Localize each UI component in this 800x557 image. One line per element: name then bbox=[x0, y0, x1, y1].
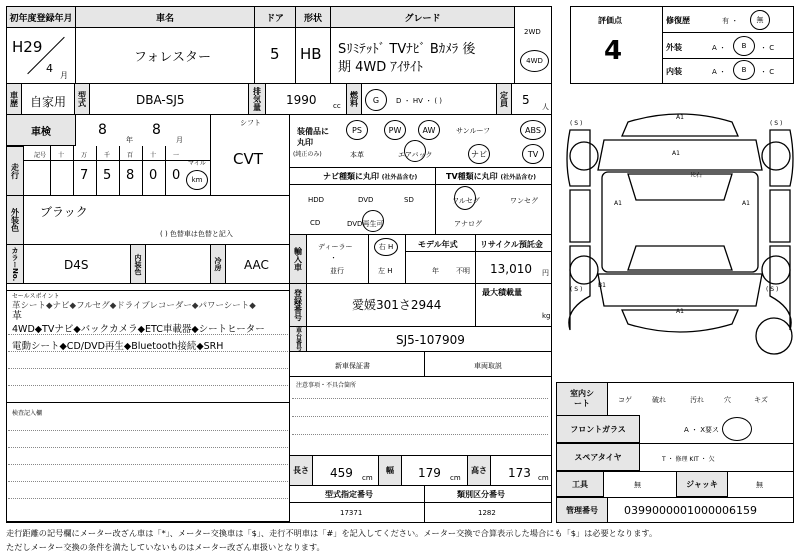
mileage-unit-label: 百 bbox=[127, 152, 134, 159]
mileage-mark-label: 記号 bbox=[34, 152, 47, 159]
width-unit: cm bbox=[450, 474, 461, 482]
tv-fullseg-circle bbox=[454, 186, 476, 210]
inspection-month-unit: 月 bbox=[176, 136, 183, 144]
import-dealer: ディーラー bbox=[318, 243, 353, 251]
seat-option: コゲ bbox=[618, 396, 632, 404]
seat-option: 汚れ bbox=[690, 396, 704, 404]
seat-option: 穴 bbox=[724, 396, 731, 404]
interior-c: ・ C bbox=[760, 68, 775, 76]
tools-label: 工具 bbox=[556, 471, 604, 497]
warranty-label: 新車保証書 bbox=[335, 362, 370, 370]
seat-label: 室内シート bbox=[556, 382, 608, 416]
color-no-value: D4S bbox=[64, 258, 89, 272]
diagram-a1-bottom: A1 bbox=[676, 308, 684, 315]
mileage-unit-label: 千 bbox=[104, 152, 111, 159]
shape-value: HB bbox=[300, 45, 322, 63]
year-value: H29 bbox=[12, 38, 43, 56]
sales-point-line1: 革 bbox=[12, 311, 22, 322]
windshield-label: フロントガラス bbox=[556, 415, 640, 443]
spare-label: スペアタイヤ bbox=[556, 443, 640, 471]
diagram-x-right: ﾄﾋ石 bbox=[690, 172, 703, 179]
import-parallel: 並行 bbox=[330, 267, 344, 275]
inspection-month: 8 bbox=[152, 122, 161, 138]
equip-ps-circled: PS bbox=[346, 120, 368, 140]
import-left-hand: 左 H bbox=[378, 267, 393, 275]
length-unit: cm bbox=[362, 474, 373, 482]
tools-value: 無 bbox=[634, 481, 641, 489]
recycle-value: 13,010 bbox=[490, 262, 532, 276]
type-no-label: 型式指定番号 bbox=[325, 490, 373, 499]
diagram-a1-front: A1 bbox=[672, 150, 680, 157]
ac-label: 冷房 bbox=[210, 244, 226, 284]
mgmt-label: 管理番号 bbox=[556, 497, 608, 523]
mileage-label: 走行 bbox=[6, 146, 24, 196]
equip-airbag: エアバック bbox=[398, 151, 433, 159]
height-value: 173 bbox=[508, 466, 531, 480]
mileage-digit: 8 bbox=[126, 168, 135, 183]
navi-hdd: HDD bbox=[308, 196, 325, 204]
equipment-label-3: (純正のみ) bbox=[293, 151, 322, 158]
warranty-manual-row bbox=[289, 351, 552, 377]
navi-dvd: DVD bbox=[358, 196, 374, 204]
exterior-b-circled: B bbox=[733, 36, 755, 56]
import-label: 輸入車 bbox=[289, 234, 307, 284]
interior-color-label: 内装色 bbox=[130, 244, 146, 284]
fuel-other: D ・ HV ・ ( ) bbox=[396, 97, 443, 105]
history-label: 車歴 bbox=[6, 83, 22, 115]
shape-label: 形状 bbox=[295, 6, 331, 28]
registration-value: 愛媛301さ2944 bbox=[352, 298, 442, 312]
diagram-s-1: ( S ) bbox=[570, 120, 583, 127]
exterior-label: 外装 bbox=[666, 43, 682, 52]
name-value: フォレスター bbox=[134, 50, 211, 65]
length-value: 459 bbox=[330, 466, 353, 480]
year-label: 初年度登録年月 bbox=[6, 6, 76, 28]
mileage-digit: 0 bbox=[172, 168, 181, 183]
interior-label: 内装 bbox=[666, 67, 682, 76]
month-unit: 月 bbox=[60, 71, 68, 80]
diagram-a1-right: A1 bbox=[742, 200, 750, 207]
sales-point-line2: 4WD◆TVナビ◆バックカメラ◆ETC車載器◆シートヒーター bbox=[12, 324, 265, 335]
drive-4wd-circled: 4WD bbox=[520, 50, 549, 72]
windshield-x-circle bbox=[722, 417, 752, 441]
equip-airbag-circle bbox=[404, 140, 426, 162]
grade-label: グレード bbox=[330, 6, 515, 28]
chassis-label: 車台番号 bbox=[289, 326, 307, 352]
shift-label: シフト bbox=[240, 119, 261, 127]
diagram-s-2: ( S ) bbox=[770, 120, 783, 127]
notes-label: 注意事項・不具合箇所 bbox=[296, 382, 357, 389]
grade-value-line2: 期 4WD ｱｲｻｲﾄ bbox=[338, 60, 423, 75]
width-label: 幅 bbox=[378, 455, 402, 486]
month-value: 4 bbox=[46, 62, 53, 75]
length-label: 長さ bbox=[289, 455, 313, 486]
door-label: ドア bbox=[254, 6, 296, 28]
equipment-label-1: 装備品に bbox=[297, 127, 329, 136]
mileage-unit-label: 万 bbox=[81, 152, 88, 159]
class-no-value: 1282 bbox=[478, 509, 496, 517]
inspector-label: 検査記入欄 bbox=[12, 410, 43, 417]
width-value: 179 bbox=[418, 466, 441, 480]
equip-tv-circled: TV bbox=[522, 144, 544, 164]
model-year-label: モデル年式 bbox=[418, 240, 458, 249]
recycle-unit: 円 bbox=[542, 269, 549, 277]
equip-aw-circled: AW bbox=[418, 120, 440, 140]
manual-label: 車両取説 bbox=[474, 362, 502, 370]
drive-2wd: 2WD bbox=[524, 28, 541, 36]
tv-fullseg: フルセグ bbox=[452, 197, 480, 205]
tv-oneseg: ワンセグ bbox=[510, 197, 538, 205]
registration-label: 登録番号 bbox=[289, 283, 307, 327]
interior-a: A ・ bbox=[712, 68, 727, 76]
km-circled: km bbox=[186, 170, 208, 190]
capacity-label: 定員 bbox=[496, 83, 512, 115]
max-load-label: 最大積載量 bbox=[482, 288, 522, 297]
navi-type-label: ナビ種類に丸印 (社外品含む) bbox=[323, 172, 418, 181]
seat-option: 破れ bbox=[652, 396, 666, 404]
equip-leather: 本革 bbox=[350, 151, 364, 159]
displacement-unit: cc bbox=[333, 102, 341, 110]
tv-analog: アナログ bbox=[454, 220, 482, 228]
type-no-value: 17371 bbox=[340, 509, 363, 517]
capacity-unit: 人 bbox=[542, 103, 549, 111]
height-unit: cm bbox=[538, 474, 549, 482]
tv-type-label: TV種類に丸印 (社外品含む) bbox=[446, 172, 536, 181]
drive-cell bbox=[514, 6, 552, 84]
repair-label: 修復歴 bbox=[666, 16, 690, 25]
repair-options: 有 ・ bbox=[722, 17, 739, 25]
navi-cd: CD bbox=[310, 219, 321, 227]
inspection-label: 車検 bbox=[6, 114, 76, 146]
diagram-b1: B1 bbox=[598, 282, 606, 289]
diagram-a1-top: A1 bbox=[676, 114, 684, 121]
sales-point-line3: 電動シート◆CD/DVD再生◆Bluetooth接続◆SRH bbox=[12, 341, 224, 352]
exterior-c: ・ C bbox=[760, 44, 775, 52]
height-label: 高さ bbox=[467, 455, 491, 486]
fuel-label: 燃料 bbox=[346, 83, 362, 115]
inspection-year-unit: 年 bbox=[126, 136, 133, 144]
equip-pw-circled: PW bbox=[384, 120, 406, 140]
import-right-hand-circled: 右 H bbox=[374, 238, 398, 256]
model-year-unit: 年 bbox=[432, 267, 439, 275]
navi-sd: SD bbox=[404, 196, 414, 204]
mile-label: マイル bbox=[188, 160, 206, 167]
door-value: 5 bbox=[270, 45, 280, 63]
mileage-digit: 5 bbox=[103, 168, 112, 183]
class-no-label: 類別区分番号 bbox=[457, 490, 505, 499]
name-label: 車名 bbox=[75, 6, 255, 28]
navi-dvd-play: DVD再生可 bbox=[347, 220, 384, 228]
equipment-label-2: 丸印 bbox=[297, 138, 313, 147]
max-load-unit: kg bbox=[542, 312, 551, 320]
fuel-gasoline-circled: G bbox=[365, 89, 387, 111]
color-no-label: カラーNo. bbox=[6, 244, 24, 284]
mgmt-value: 0399000001000006159 bbox=[624, 504, 757, 517]
repair-none-circled: 無 bbox=[750, 10, 770, 30]
history-value: 自家用 bbox=[30, 95, 67, 109]
model-value: DBA-SJ5 bbox=[136, 93, 185, 107]
footer-line1: 走行距離の記号欄にメーター改ざん車は「*」、メーター交換車は「$」、走行不明車は「#」を記入してください。メーター交換で合算表示した場合にも「$」は必要となります。 bbox=[6, 528, 658, 538]
jack-value: 無 bbox=[756, 481, 763, 489]
chassis-value: SJ5-107909 bbox=[396, 333, 465, 347]
car-damage-diagram bbox=[562, 100, 798, 376]
shift-value: CVT bbox=[233, 150, 263, 168]
navi-dvd-play-circle bbox=[362, 210, 384, 232]
spare-value: T ・ 修理 KIT ・ 欠 bbox=[662, 456, 715, 463]
mileage-unit-label: 一 bbox=[173, 152, 180, 159]
inspection-year: 8 bbox=[98, 122, 107, 138]
grade-value-line1: Sﾘﾐﾃｯﾄﾞ TVﾅﾋﾞ Bｶﾒﾗ 後 bbox=[338, 42, 476, 57]
mileage-digit: 7 bbox=[80, 168, 89, 183]
capacity-value: 5 bbox=[522, 93, 530, 107]
footer-line2: ただしメーター交換の条件を満たしていないものはメーター改ざん車扱いとなります。 bbox=[6, 542, 325, 552]
diagram-a1-left: A1 bbox=[614, 200, 622, 207]
equip-abs-circled: ABS bbox=[520, 120, 546, 140]
ac-value: AAC bbox=[244, 258, 269, 272]
diagram-s-3: ( S ) bbox=[570, 286, 583, 293]
equip-navi-circled: ナビ bbox=[468, 144, 490, 164]
equip-sunroof: サンルーフ bbox=[456, 127, 491, 135]
model-label: 型式 bbox=[74, 83, 90, 115]
diagram-s-4: ( S ) bbox=[766, 286, 779, 293]
color-label: 外装色 bbox=[6, 195, 24, 245]
mileage-unit-label: 十 bbox=[58, 152, 65, 159]
exterior-a: A ・ bbox=[712, 44, 727, 52]
jack-label: ジャッキ bbox=[676, 471, 728, 497]
color-change-note: ( ) 色替車は色替と記入 bbox=[160, 230, 233, 238]
seat-option: キズ bbox=[754, 396, 768, 404]
import-dot: ・ bbox=[330, 254, 337, 262]
score-value: 4 bbox=[604, 36, 623, 66]
sales-point-line0: 革シート◆ナビ◆フルセグ◆ドライブレコーダー◆パワーシート◆ bbox=[12, 301, 256, 311]
model-year-value: 不明 bbox=[456, 267, 470, 275]
score-label: 評価点 bbox=[598, 16, 622, 25]
color-value: ブラック bbox=[40, 205, 88, 219]
displacement-label: 排気量 bbox=[248, 83, 266, 115]
displacement-value: 1990 bbox=[286, 93, 317, 107]
recycle-label: リサイクル預託金 bbox=[480, 240, 543, 249]
mileage-digit: 0 bbox=[149, 168, 158, 183]
mileage-header-line bbox=[24, 160, 210, 161]
interior-b-circled: B bbox=[733, 60, 755, 80]
sales-point-label: セールスポイント bbox=[12, 293, 60, 300]
mileage-unit-label: 十 bbox=[150, 152, 157, 159]
windshield-value: A ・ X要ス bbox=[684, 426, 720, 434]
